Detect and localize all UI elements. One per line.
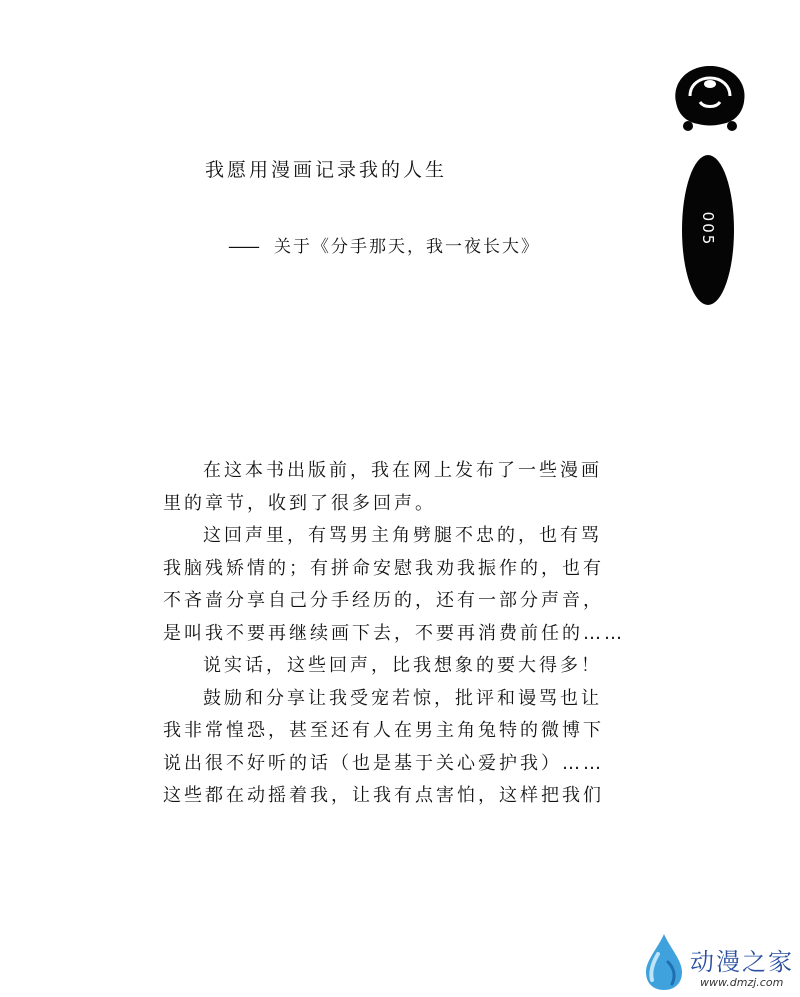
- body-line: 这回声里，有骂男主角劈腿不忠的，也有骂: [203, 525, 602, 546]
- body-line: 我脑残矫情的；有拼命安慰我劝我振作的，也有: [163, 557, 604, 579]
- site-watermark: [640, 932, 800, 997]
- watermark-url: www.dmzj.com: [700, 976, 784, 989]
- body-line: 是叫我不要再继续画下去，不要再消费前任的……: [163, 622, 625, 644]
- body-text: [163, 455, 633, 813]
- chapter-title: 我愿用漫画记录我的人生: [205, 159, 448, 181]
- body-line: 我非常惶恐，甚至还有人在男主角兔特的微博下: [163, 720, 604, 741]
- character-head-icon: [668, 62, 752, 132]
- subtitle-text: 关于《分手那天，我一夜长大》: [274, 237, 540, 257]
- page-number: 005: [699, 211, 717, 247]
- body-line: 说实话，这些回声，比我想象的要大得多！: [203, 655, 602, 676]
- body-line: 在这本书出版前，我在网上发布了一些漫画: [203, 460, 602, 481]
- subtitle-dash: ——: [228, 237, 258, 257]
- chapter-subtitle: [228, 232, 540, 257]
- water-drop-logo-icon: [640, 932, 686, 992]
- watermark-name: 动漫之家: [690, 948, 794, 976]
- body-line: 里的章节，收到了很多回声。: [163, 492, 436, 514]
- body-line: 这些都在动摇着我，让我有点害怕，这样把我们: [163, 785, 604, 806]
- body-line: 鼓励和分享让我受宠若惊，批评和谩骂也让: [203, 687, 602, 709]
- body-line: 不吝啬分享自己分手经历的，还有一部分声音，: [163, 590, 604, 611]
- body-line: 说出很不好听的话（也是基于关心爱护我）……: [163, 752, 604, 774]
